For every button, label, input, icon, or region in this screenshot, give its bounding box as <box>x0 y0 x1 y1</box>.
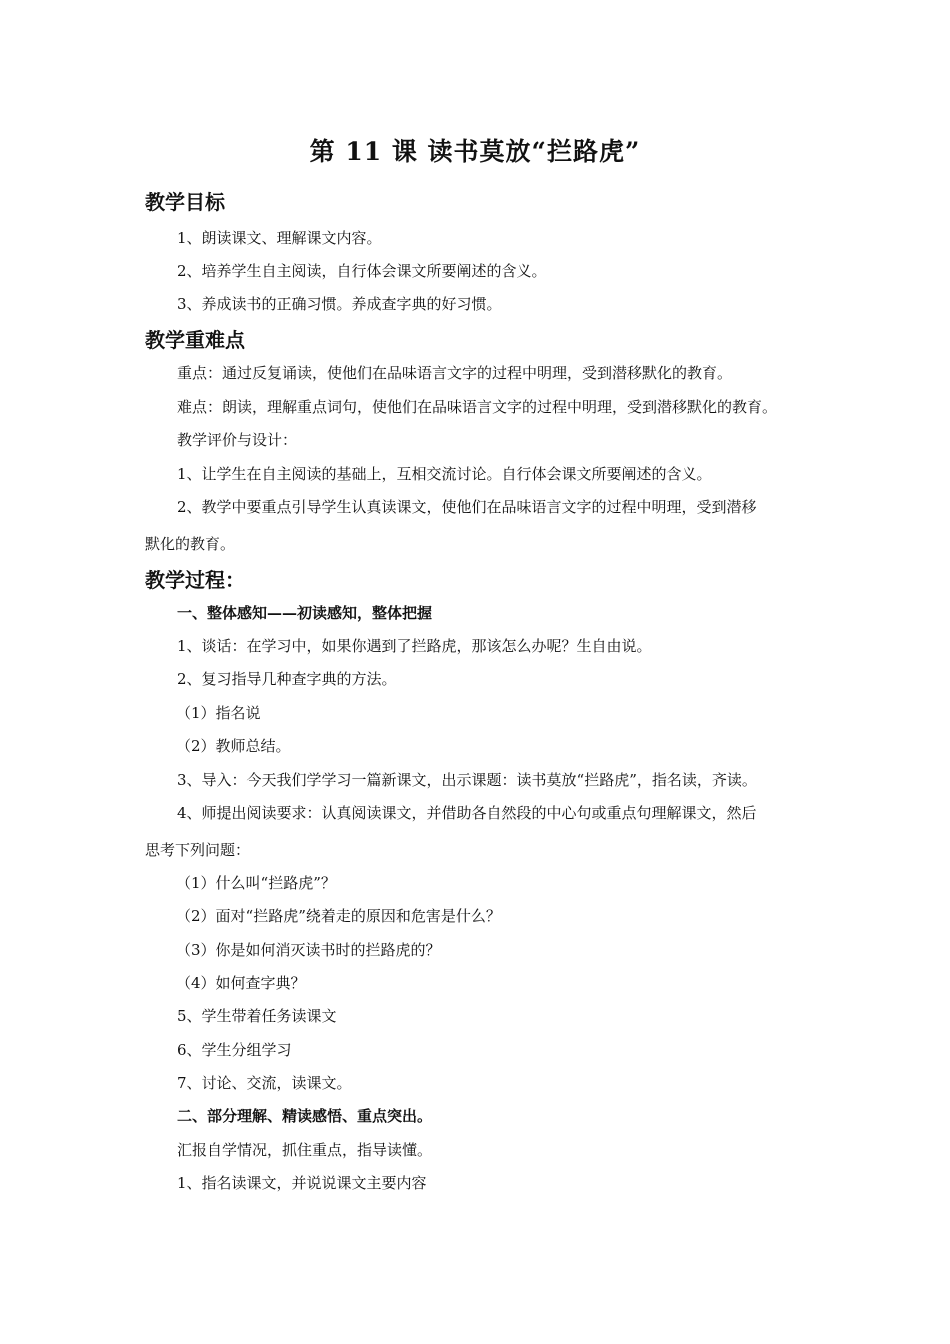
process-step-continued: 思考下列问题： <box>145 841 251 859</box>
question-item: （1）什么叫“拦路虎”？ <box>176 874 336 892</box>
process-step: 7、讨论、交流，读课文。 <box>177 1074 352 1092</box>
process-step: 4、师提出阅读要求：认真阅读课文，并借助各自然段的中心句或重点句理解课文，然后 <box>177 804 757 822</box>
process-substep: （2）教师总结。 <box>176 737 291 755</box>
evaluation-item: 2、教学中要重点引导学生认真读课文，使他们在品味语言文字的过程中明理，受到潜移 <box>177 498 757 516</box>
question-item: （3）你是如何消灭读书时的拦路虎的？ <box>176 941 441 959</box>
evaluation-label: 教学评价与设计： <box>177 431 298 449</box>
question-item: （2）面对“拦路虎”绕着走的原因和危害是什么？ <box>176 907 501 925</box>
evaluation-item-continued: 默化的教育。 <box>145 535 236 553</box>
page-title: 第 11 课 读书莫放“拦路虎” <box>309 137 641 166</box>
process-step: 1、指名读课文，并说说课文主要内容 <box>177 1174 427 1192</box>
part2-intro: 汇报自学情况，抓住重点，指导读懂。 <box>177 1141 433 1159</box>
part1-heading: 一、整体感知——初读感知，整体把握 <box>177 604 433 622</box>
section-heading-process: 教学过程： <box>145 568 245 592</box>
question-item: （4）如何查字典？ <box>176 974 306 992</box>
part2-heading: 二、部分理解、精读感悟、重点突出。 <box>177 1107 433 1125</box>
difficult-point-text: 难点：朗读，理解重点词句，使他们在品味语言文字的过程中明理，受到潜移默化的教育。 <box>177 398 778 416</box>
objective-item: 2、培养学生自主阅读，自行体会课文所要阐述的含义。 <box>177 262 547 280</box>
process-step: 3、导入：今天我们学学习一篇新课文，出示课题：读书莫放“拦路虎”，指名读，齐读。 <box>177 771 757 789</box>
process-step: 2、复习指导几种查字典的方法。 <box>177 670 397 688</box>
section-heading-objectives: 教学目标 <box>145 190 225 214</box>
evaluation-item: 1、让学生在自主阅读的基础上，互相交流讨论。自行体会课文所要阐述的含义。 <box>177 465 712 483</box>
objective-item: 3、养成读书的正确习惯。养成查字典的好习惯。 <box>177 295 502 313</box>
process-step: 5、学生带着任务读课文 <box>177 1007 337 1025</box>
process-step: 1、谈话：在学习中，如果你遇到了拦路虎，那该怎么办呢？生自由说。 <box>177 637 652 655</box>
process-substep: （1）指名说 <box>176 704 261 722</box>
key-point-text: 重点：通过反复诵读，使他们在品味语言文字的过程中明理，受到潜移默化的教育。 <box>177 364 733 382</box>
section-heading-key-points: 教学重难点 <box>145 328 245 352</box>
objective-item: 1、朗读课文、理解课文内容。 <box>177 229 382 247</box>
process-step: 6、学生分组学习 <box>177 1041 292 1059</box>
